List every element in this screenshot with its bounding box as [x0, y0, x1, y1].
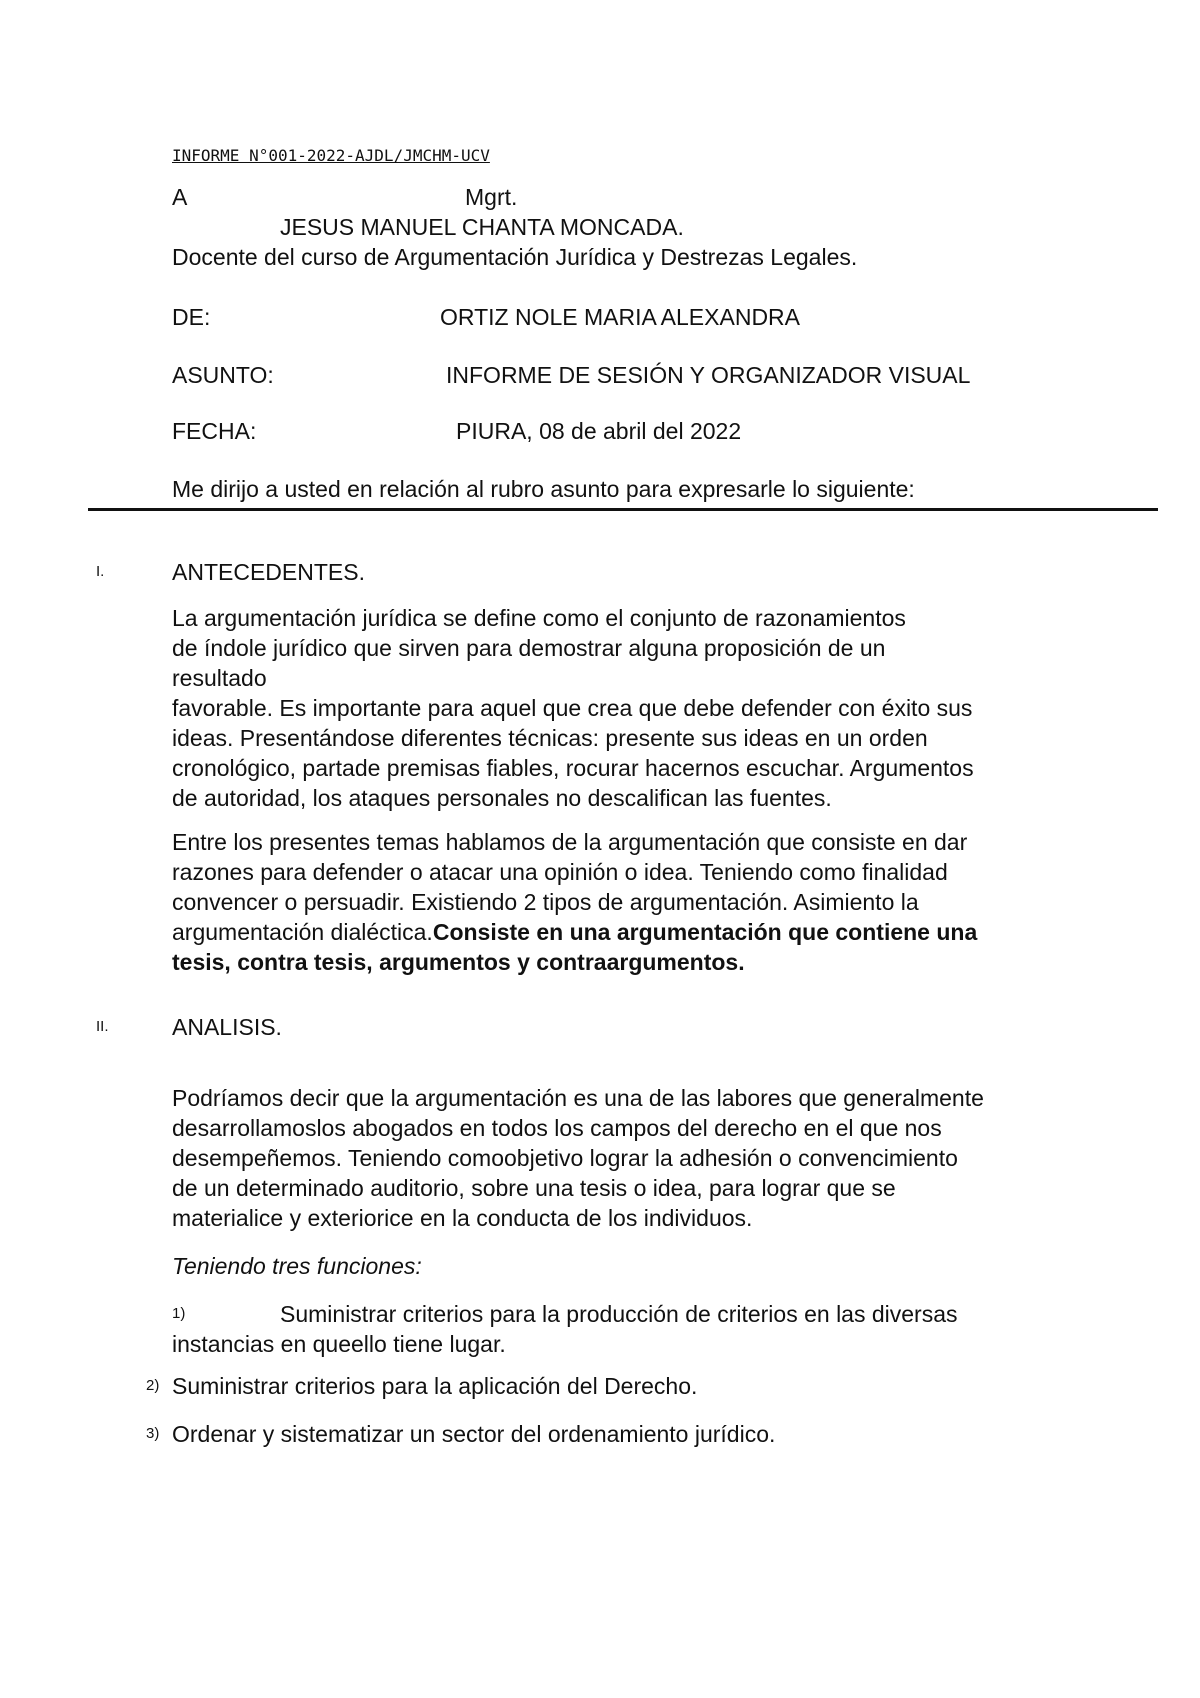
paragraph-line: de autoridad, los ataques personales no descalifican las fuentes. — [172, 785, 832, 811]
paragraph-line — [172, 917, 1072, 947]
list-number: 3) — [146, 1425, 160, 1442]
paragraph-line: favorable. Es importante para aquel que crea que debe defender con éxito sus — [172, 695, 973, 721]
header-divider — [88, 508, 1158, 511]
paragraph-line: de un determinado auditorio, sobre una tesis o idea, para lograr que se — [172, 1175, 896, 1201]
paragraph-line: desarrollamoslos abogados en todos los campos del derecho en el que nos — [172, 1115, 942, 1141]
list-number: 1) — [172, 1305, 186, 1322]
date-value: PIURA, 08 de abril del 2022 — [456, 418, 742, 444]
paragraph-line: convencer o persuadir. Existiendo 2 tipos de argumentación. Asimiento la — [172, 889, 919, 915]
subject-label: ASUNTO: — [172, 362, 274, 388]
intro-text: Me dirijo a usted en relación al rubro asunto para expresarle lo siguiente: — [172, 476, 915, 502]
paragraph-line: ideas. Presentándose diferentes técnicas: presente sus ideas en un orden — [172, 725, 928, 751]
to-title: Mgrt. — [465, 184, 518, 210]
list-item-text: Ordenar y sistematizar un sector del ordenamiento jurídico. — [172, 1421, 776, 1447]
from-value: ORTIZ NOLE MARIA ALEXANDRA — [440, 304, 801, 330]
to-label: A — [172, 184, 188, 210]
paragraph-line: materialice y exteriorice en la conducta de los individuos. — [172, 1205, 753, 1231]
paragraph-line: Podríamos decir que la argumentación es una de las labores que generalmente — [172, 1085, 984, 1111]
section-numeral: I. — [96, 563, 105, 580]
to-name: JESUS MANUEL CHANTA MONCADA. — [280, 214, 684, 240]
list-item-text: Suministrar criterios para la producción de criterios en las diversas — [280, 1301, 958, 1327]
paragraph-line: Entre los presentes temas hablamos de la argumentación que consiste en dar — [172, 829, 968, 855]
list-item-text: Suministrar criterios para la aplicación del Derecho. — [172, 1373, 698, 1399]
section-paragraph — [172, 827, 1072, 977]
list-number: 2) — [146, 1377, 160, 1394]
paragraph-line: cronológico, partade premisas fiables, rocurar hacernos escuchar. Argumentos — [172, 755, 974, 781]
bold-text: Consiste en una argumentación que contiene una — [432, 919, 978, 945]
plain-text: argumentación dialéctica. — [172, 919, 433, 945]
paragraph-line: de índole jurídico que sirven para demostrar alguna proposición de un — [172, 635, 886, 661]
date-label: FECHA: — [172, 418, 257, 444]
section-paragraph — [172, 1083, 1072, 1233]
subject-value: INFORME DE SESIÓN Y ORGANIZADOR VISUAL — [446, 362, 971, 388]
paragraph-line: razones para defender o atacar una opinión o idea. Teniendo como finalidad — [172, 859, 948, 885]
paragraph-line: desempeñemos. Teniendo comoobjetivo lograr la adhesión o convencimiento — [172, 1145, 958, 1171]
section-title: ANALISIS. — [172, 1014, 282, 1040]
list-item-text: instancias en queello tiene lugar. — [172, 1331, 506, 1357]
to-role: Docente del curso de Argumentación Jurídica y Destrezas Legales. — [172, 244, 858, 270]
from-label: DE: — [172, 304, 211, 330]
section-numeral: II. — [96, 1018, 109, 1035]
section-title: ANTECEDENTES. — [172, 559, 365, 585]
paragraph-line: resultado — [172, 665, 267, 691]
section-paragraph — [172, 603, 1072, 813]
bold-line: tesis, contra tesis, argumentos y contraargumentos. — [172, 949, 745, 975]
report-code: INFORME N°001-2022-AJDL/JMCHM-UCV — [172, 146, 490, 165]
paragraph-line: La argumentación jurídica se define como el conjunto de razonamientos — [172, 605, 906, 631]
functions-heading: Teniendo tres funciones: — [172, 1253, 422, 1279]
